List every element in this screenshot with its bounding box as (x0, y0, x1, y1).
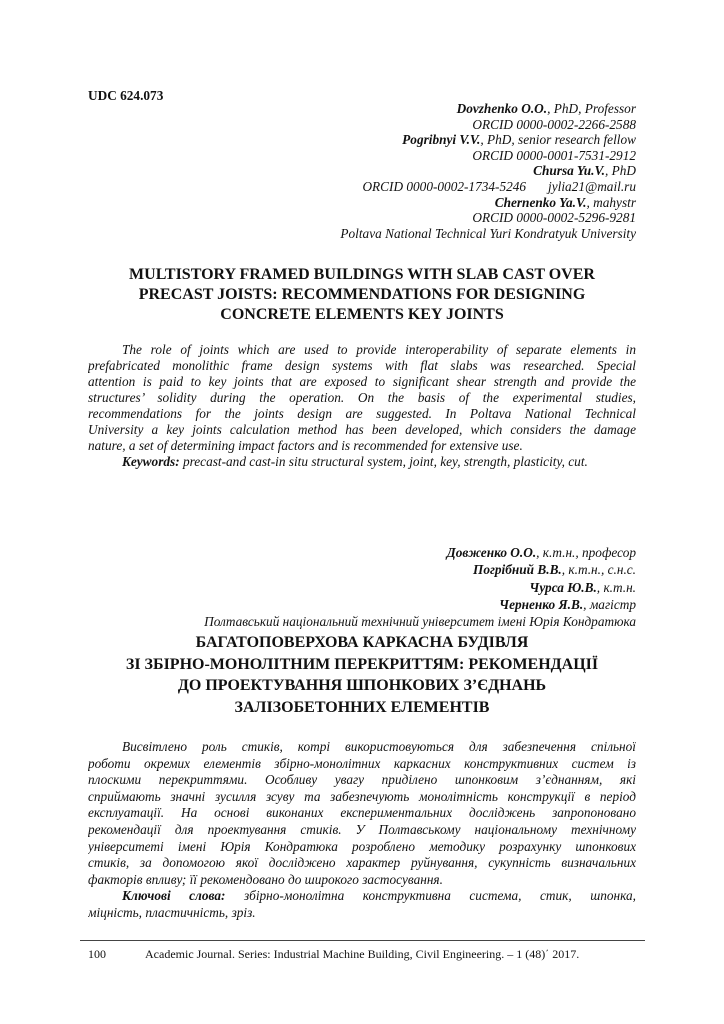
orcid: ORCID 0000-0002-2266-2588 (472, 116, 636, 132)
abstract-ua: Висвітлено роль стиків, котрі використовуються для забезпечення спільної роботи окремих елементів збірно-монолітних каркасних конструктивних систем із плоскими перекриттями. Особливу увагу приділено шпонковим з’єднанням, які сприймають значні зусилля зсуву та забезпечують монолітність конструкції в період експлуатації. На основі виконаних експериментальних досліджень запропоновано рекомендації для проектування стиків. У Полтавському національному технічному університеті імені Юрія Кондратюка розроблено методику розрахунку шпонкових стиків, за допомогою якої досліджено характер руйнування, сукупність визначальних факторів впливу; її рекомендовано до широкого застосування. Ключові слова: збірно-монолітна конструктивна система, стик, шпонка, міцність, пластичність, зріз. (88, 739, 636, 920)
email-link[interactable]: jylia21@mail.ru (548, 178, 636, 194)
title-en: MULTISTORY FRAMED BUILDINGS WITH SLAB CAST OVER PRECAST JOISTS: RECOMMENDATIONS FOR DESIGNING CONCRETE ELEMENTS KEY JOINTS (129, 266, 595, 323)
keywords-en: Keywords: precast-and cast-in situ structural system, joint, key, strength, plasticity, cut. (122, 454, 588, 469)
author-line: Pogribnyi V.V., PhD, senior research fellow (402, 132, 636, 148)
affiliation: Poltava National Technical Yuri Kondratyuk University (340, 225, 636, 241)
footer-divider (80, 940, 645, 941)
orcid: ORCID 0000-0001-7531-2912 (472, 147, 636, 163)
affiliation: Полтавський національний технічний університет імені Юрія Кондратюка (204, 614, 636, 630)
orcid: ORCID 0000-0002-5296-9281 (472, 210, 636, 226)
authors-ua (204, 544, 636, 630)
author-line: Чурса Ю.В., к.т.н. (529, 579, 636, 595)
author-line: Погрібний В.В., к.т.н., с.н.с. (473, 562, 636, 578)
title-ua: БАГАТОПОВЕРХОВА КАРКАСНА БУДІВЛЯ ЗІ ЗБІРНО-МОНОЛІТНИМ ПЕРЕКРИТТЯМ: РЕКОМЕНДАЦІЇ ДО ПРОЕКТУВАННЯ ШПОНКОВИХ З’ЄДНАНЬ ЗАЛІЗОБЕТОННИХ ЕЛЕМЕНТІВ (125, 634, 599, 716)
author-line: Dovzhenko O.O., PhD, Professor (456, 101, 636, 116)
keywords-ua: Ключові слова: збірно-монолітна конструктивна система, стик, шпонка, (122, 888, 636, 904)
author-line: Chernenko Ya.V., mahystr (494, 194, 636, 210)
orcid-email: ORCID 0000-0002-1734-5246 jylia21@mail.ru (362, 178, 636, 194)
udc-code: UDC 624.073 (88, 88, 164, 103)
author-line: Довженко О.О., к.т.н., професор (446, 545, 636, 560)
author-line: Черненко Я.В., магістр (499, 596, 636, 612)
page-number: 100 (88, 947, 106, 961)
authors-en (340, 101, 636, 241)
abstract-en: The role of joints which are used to provide interoperability of separate elements in prefabricated monolithic frame design systems with flat slabs was researched. Special attention is paid to key joints that are exposed to significant shear strength and provide the structures’ solidity during the operation. On the basis of the experimental studies, recommendations for the joints design are suggested. In Poltava National Technical University a key joints calculation method has been developed, which considers the damage nature, a set of determining impact factors and is recommended for extensive use. Keywords: precast-and cast-in situ structural system, joint, key, strength, plasticity, cut. (88, 342, 636, 469)
journal-citation: Academic Journal. Series: Industrial Machine Building, Civil Engineering. – 1 (48)΄ 2017. (145, 947, 580, 961)
author-line: Chursa Yu.V., PhD (533, 163, 636, 179)
